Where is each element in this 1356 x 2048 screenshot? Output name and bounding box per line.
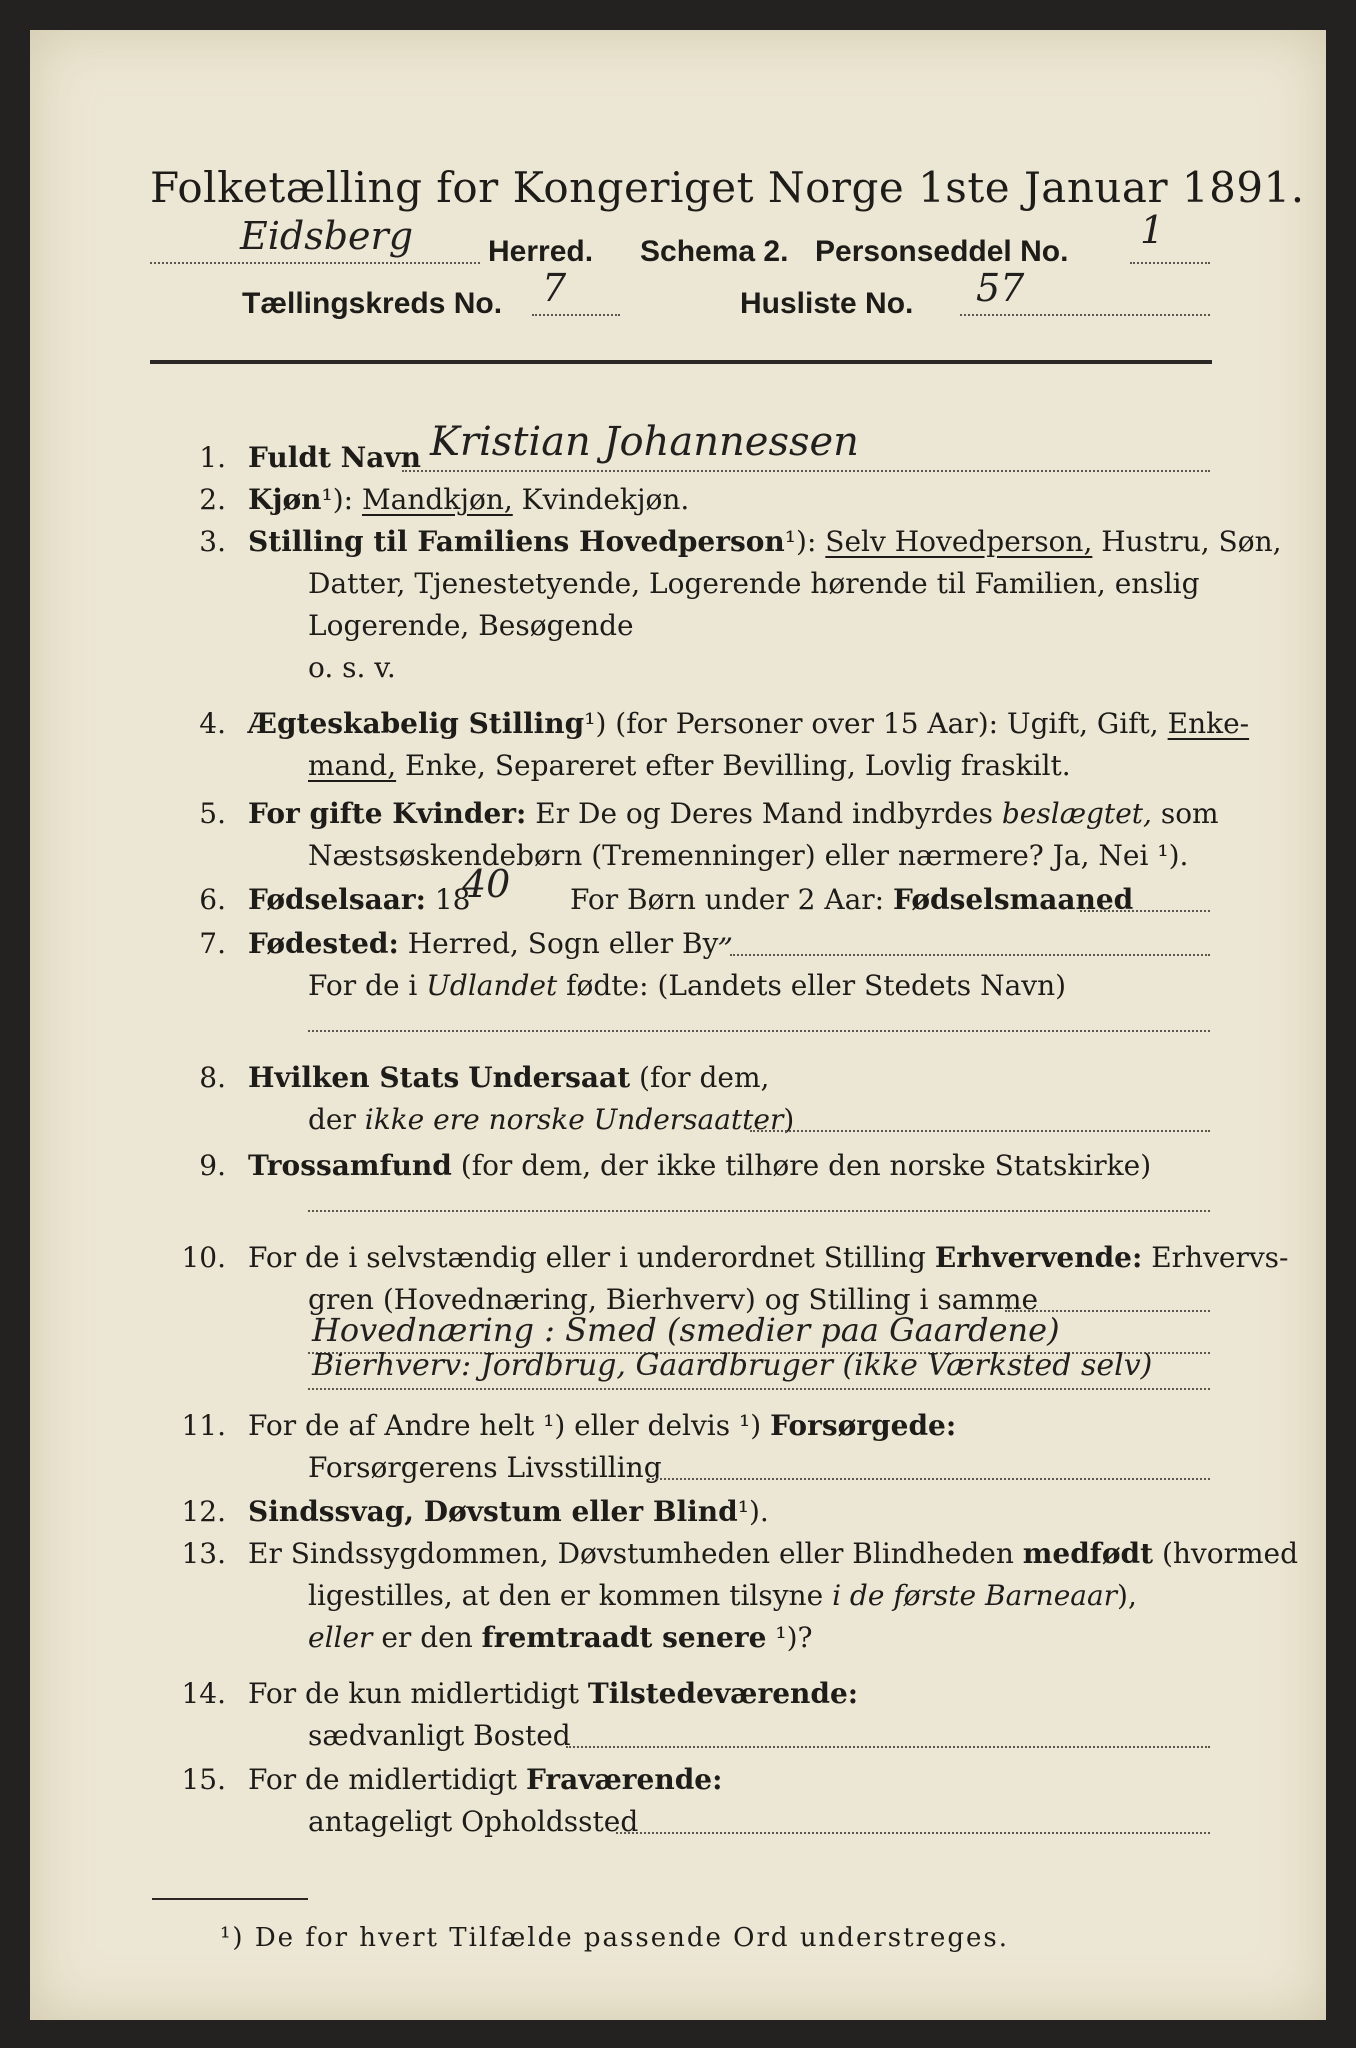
item-1-dotline [402,470,1210,472]
item-14-label: Tilstedeværende: [587,1677,859,1710]
item-8-line-2: der ikke ere norske Undersaatter) [308,1103,795,1136]
item-4-text: (for Personer over 15 Aar): Ugift, Gift, [615,707,1159,740]
item-4-line-2 [308,748,1071,784]
item-1-number: 1. [199,441,226,474]
item-12-sup: ¹). [737,1495,769,1528]
personseddel-value: 1 [1140,208,1165,252]
item-14-line-2: sædvanligt Bosted [308,1719,571,1752]
item-7-line-2 [308,968,1066,1004]
personseddel-dotline [1130,262,1210,264]
item-14-line-1 [248,1676,858,1712]
item-3-label: Stilling til Familiens Hovedperson [248,525,785,558]
item-4-label: Ægteskabelig Stilling [248,707,585,740]
kreds-label: Tællingskreds No. [242,287,503,320]
item-4-number: 4. [199,707,226,740]
item-10-line-2: gren (Hovednæring, Bierhverv) og Stilling i samme [308,1283,1039,1316]
item-13-line-2a: ligestilles, at den er kommen tilsyne [308,1579,824,1612]
item-6-label: Fødselsaar: [248,883,426,916]
item-13-text-b: (hvormed [1161,1537,1298,1570]
item-7-dotline-2 [308,1030,1210,1032]
item-11-number: 11. [181,1409,226,1442]
item-5-label: For gifte Kvinder: [248,797,527,830]
footnote: ¹) De for hvert Tilfælde passende Ord understreges. [220,1923,1010,1953]
item-7-dotline [730,954,1210,956]
item-4-sup: ¹) [584,707,607,740]
item-7-udlandet: Udlandet [426,969,558,1002]
item-15-label: Fraværende: [525,1763,723,1796]
item-5-number: 5. [199,797,226,830]
item-8-line-2-italic: ikke ere norske Undersaatter [364,1103,784,1136]
item-10-text: For de i selvstændig eller i underordnet Stilling [248,1241,926,1274]
item-13-line-2-italic: i de første Barneaar [832,1579,1118,1612]
item-14-dotline [566,1746,1210,1748]
option-enkemand-part1: Enke- [1167,707,1250,740]
birth-year-prefix: 18 [434,883,471,916]
item-11-line-2: Forsørgerens Livsstilling [308,1451,662,1484]
item-3-line-1 [248,524,1282,560]
item-4-text-2: Enke, Separeret efter Bevilling, Lovlig fraskilt. [405,749,1071,782]
item-8-label-2: Undersaat [468,1061,631,1094]
item-9-dotline [308,1210,1210,1212]
item-5-text-b: som [1160,797,1219,830]
item-7-label: Fødested: [248,927,399,960]
item-13-line-2: ligestilles, at den er kommen tilsyne i de første Barneaar), [308,1579,1137,1612]
herred-dotline [150,262,480,264]
schema-label: Schema 2. [640,235,789,268]
item-8-line-2a: der [308,1103,356,1136]
item-4-line-1 [248,706,1249,742]
item-8-dotline [750,1130,1210,1132]
census-form-page [30,30,1326,2020]
item-10-text-b: Erhvervs- [1151,1241,1289,1274]
item-2-label: Kjøn [248,483,322,516]
item-8-line-1 [248,1060,769,1096]
item-7-line-2b: fødte: (Landets eller Stedets Navn) [566,969,1067,1002]
item-12-label: Sindssvag, Døvstum eller Blind [248,1495,738,1528]
item-10-label: Erhvervende: [934,1241,1143,1274]
form-title: Folketælling for Kongeriget Norge 1ste Januar 1891. [150,163,1305,212]
item-3-line-4: o. s. v. [308,651,396,684]
item-13-line-3c: ¹)? [775,1621,813,1654]
item-11-dotline [648,1478,1210,1480]
item-15-line-1 [248,1762,722,1798]
item-13-line-3 [308,1620,813,1656]
occupation-secondary-value: Bierhverv: Jordbrug, Gaardbruger (ikke Værksted selv) [312,1348,1153,1383]
item-12-line [248,1494,769,1530]
item-2-sup: ¹) [321,483,344,516]
item-3-sup: ¹): [784,525,817,558]
item-9-label: Trossamfund [248,1149,452,1182]
item-11-label: Forsørgede: [770,1409,957,1442]
husliste-label: Husliste No. [740,287,914,320]
item-15-dotline [616,1832,1210,1834]
item-15-number: 15. [181,1763,226,1796]
item-3-rest: Hustru, Søn, [1101,525,1282,558]
item-13-line-3-italic: eller [308,1621,373,1654]
item-12-number: 12. [181,1495,226,1528]
item-13-line-3-bold: fremtraadt senere [481,1621,767,1654]
item-13-text: Er Sindssygdommen, Døvstumheden eller Blindheden [248,1537,1014,1570]
item-6-dotline [1080,910,1210,912]
footnote-rule [152,1898,308,1900]
item-8-text: (for dem, [639,1061,770,1094]
item-2-line: Kjøn¹): Mandkjøn, Kvindekjøn. [248,483,690,516]
item-7-line-1 [248,926,718,962]
item-9-line [248,1148,1151,1184]
personseddel-label: Personseddel No. [815,235,1069,268]
item-9-number: 9. [199,1149,226,1182]
header-rule [150,360,1212,364]
birthplace-value: „ [718,914,734,949]
item-8-label-1: Hvilken Stats [248,1061,460,1094]
item-14-text: For de kun midlertidigt [248,1677,579,1710]
item-6-label-2: Fødselsmaaned [893,883,1134,916]
item-6-number: 6. [199,883,226,916]
item-5-line-1 [248,796,1219,832]
full-name-value: Kristian Johannessen [430,419,859,465]
item-15-line-2: antageligt Opholdssted [308,1805,639,1838]
item-7-number: 7. [199,927,226,960]
item-11-line-1 [248,1408,956,1444]
item-7-line-2a: For de i [308,969,418,1002]
item-10-number: 10. [181,1241,226,1274]
item-6-line-b [570,882,1133,918]
item-10-dotline-3 [308,1388,1210,1390]
husliste-value: 57 [976,266,1025,310]
item-2-number: 2. [199,483,226,516]
item-11-text: For de af Andre helt ¹) eller delvis ¹) [248,1409,762,1442]
item-6-line [248,882,471,918]
item-13-line-1 [248,1536,1298,1572]
item-8-number: 8. [199,1061,226,1094]
item-7-text: Herred, Sogn eller By [407,927,719,960]
item-3-line-3: Logerende, Besøgende [308,609,634,642]
item-3-number: 3. [199,525,226,558]
item-5-italic: beslægtet, [1001,797,1152,830]
item-15-text: For de midlertidigt [248,1763,518,1796]
kreds-dotline [532,314,620,316]
item-13-line-3a: er den [381,1621,473,1654]
item-5-line-2: Næstsøskendebørn (Tremenninger) eller nærmere? Ja, Nei ¹). [308,839,1189,872]
item-14-number: 14. [181,1677,226,1710]
husliste-dotline [960,314,1210,316]
item-13-label: medfødt [1022,1537,1154,1570]
item-13-number: 13. [181,1537,226,1570]
option-enkemand-part2: mand, [308,749,397,782]
item-5-text: Er De og Deres Mand indbyrdes [535,797,993,830]
item-3-line-2: Datter, Tjenestetyende, Logerende hørende til Familien, enslig [308,567,1200,600]
birth-year-value: 40 [462,862,511,906]
item-9-text: (for dem, der ikke tilhøre den norske Statskirke) [460,1149,1152,1182]
option-kvindekjon: Kvindekjøn. [521,483,690,516]
item-10-line-1 [248,1240,1289,1276]
occupation-main-value: Hovednæring : Smed (smedier paa Gaardene) [312,1311,1060,1349]
kreds-value: 7 [542,266,567,310]
option-mandkjon: Mandkjøn, [362,483,513,516]
option-selv-hovedperson: Selv Hovedperson, [825,525,1093,558]
herred-value: Eidsberg [240,214,414,258]
item-6-text: For Børn under 2 Aar: [570,883,885,916]
item-1-label: Fuldt Navn [248,441,422,474]
herred-label: Herred. [488,235,594,268]
